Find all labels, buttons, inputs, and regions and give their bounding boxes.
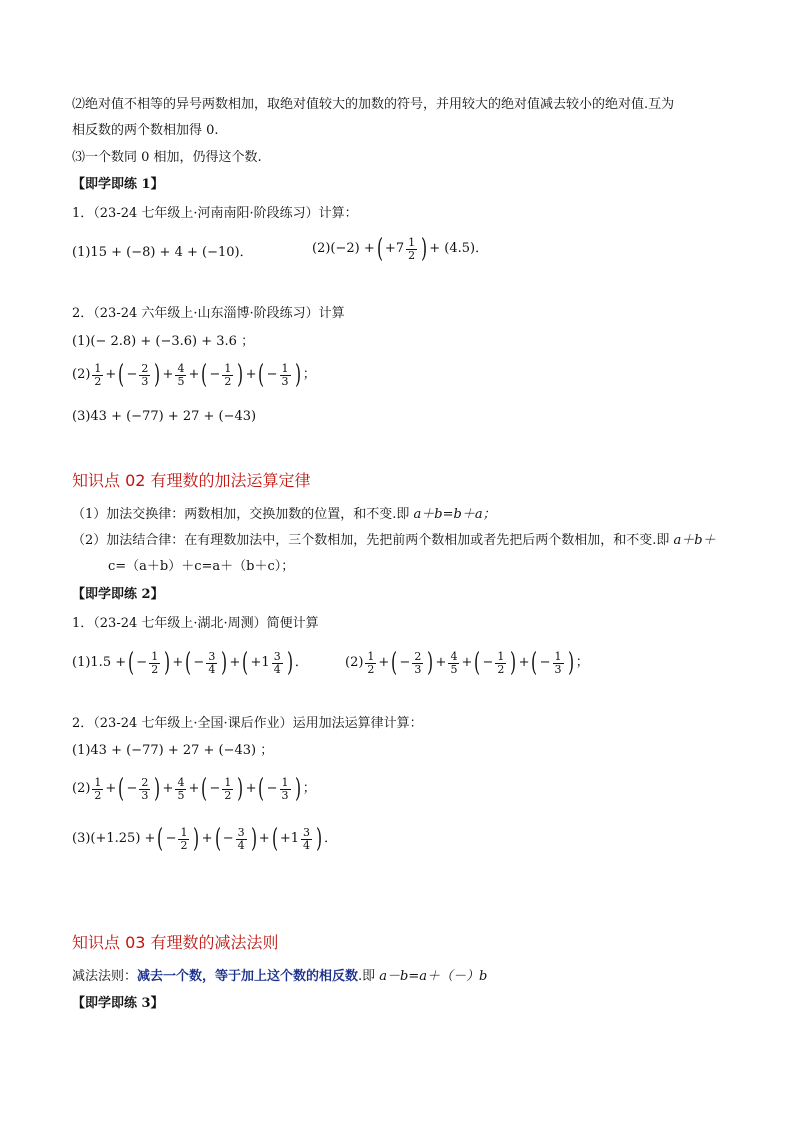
practice1-q2-part2: (2) $\frac{1}{2}$ + ( − $\frac{2}{3}$ ) + $\frac{4}{5}$ + ( − $\frac{1}{2}$ ) + ( − $\frac{1}{3}$ ) ；: [72, 360, 316, 390]
practice2-q2-part1: (1)43 + (−77) + 27 + (−43) ；: [72, 743, 274, 758]
rule2-line2: 相反数的两个数相加得 0.: [72, 123, 219, 138]
practice2-label: 【即学即练 2】: [72, 587, 164, 602]
mixed-whole: +7: [384, 241, 405, 256]
associative-formula: c=（a＋b）＋c=a＋（b＋c）；: [108, 559, 295, 574]
fraction: $\frac{1}{2}$: [408, 235, 416, 262]
practice2-q2-part2: (2) $\frac{1}{2}$ + ( − $\frac{2}{3}$ ) + $\frac{4}{5}$ + ( − $\frac{1}{2}$ ) + ( − $\frac{1}{3}$ ) ；: [72, 774, 316, 804]
section2-heading: 知识点 02 有理数的加法运算定律: [72, 471, 311, 490]
practice1-q1-title: 1．（23-24 七年级上·河南南阳·阶段练习）计算：: [72, 206, 358, 221]
addition-associative-law: （2）加法结合律：在有理数加法中，三个数相加，先把前两个数相加或者先把后两个数相加，和不变.即 a＋b＋: [72, 533, 716, 548]
section3-heading: 知识点 03 有理数的减法法则: [72, 933, 279, 952]
expression: 15 + (−8) + 4 + (−10)．: [90, 245, 253, 260]
subtraction-rule: 减法法则：减去一个数，等于加上这个数的相反数.即 a－b=a＋（－）b: [72, 969, 488, 984]
part-label: (2): [312, 241, 331, 256]
practice2-q1-part2: (2) $\frac{1}{2}$ + ( − $\frac{2}{3}$ ) + $\frac{4}{5}$ + ( − $\frac{1}{2}$ ) + ( − $\frac{1}{3}$ ) ；: [345, 648, 589, 678]
addition-commutative-law: （1）加法交换律：两数相加，交换加数的位置，和不变.即 a＋b=b＋a；: [72, 507, 496, 522]
expression-pre: (−2) +: [330, 241, 375, 256]
part-label: (1): [72, 245, 91, 260]
practice1-q1-part1: [72, 240, 253, 266]
practice1-q2-part1: (1)(− 2.8) + (−3.6) + 3.6 ；: [72, 334, 255, 349]
practice2-q2-part3: (3)(+1.25) + ( − $\frac{1}{2}$ ) + ( − $\frac{3}{4}$ ) + ( +1 $\frac{3}{4}$ ) ．: [72, 824, 338, 854]
practice2-q1-part1: (1)1.5 + ( − $\frac{1}{2}$ ) + ( − $\frac{3}{4}$ ) + ( +1 $\frac{3}{4}$ ) ．: [72, 648, 308, 678]
practice1-q1-part2: (2) (−2) + ( +7 $\frac{1}{2}$ ) + (4.5)．: [312, 234, 489, 264]
practice3-label: 【即学即练 3】: [72, 996, 164, 1011]
practice1-label: 【即学即练 1】: [72, 177, 164, 192]
practice1-q2-title: 2．（23-24 六年级上·山东淄博·阶段练习）计算: [72, 306, 345, 321]
rule3: ⑶一个数同 0 相加，仍得这个数.: [72, 150, 262, 165]
practice2-q2-title: 2．（23-24 七年级上·全国·课后作业）运用加法运算律计算：: [72, 716, 423, 731]
practice1-q2-part3: (3)43 + (−77) + 27 + (−43): [72, 409, 257, 424]
practice2-q1-title: 1．（23-24 七年级上·湖北·周测）简便计算: [72, 616, 319, 631]
rule2-line1: ⑵绝对值不相等的异号两数相加，取绝对值较大的加数的符号，并用较大的绝对值减去较小的绝对值.互为: [72, 97, 675, 112]
expression-post: + (4.5)．: [429, 241, 489, 256]
